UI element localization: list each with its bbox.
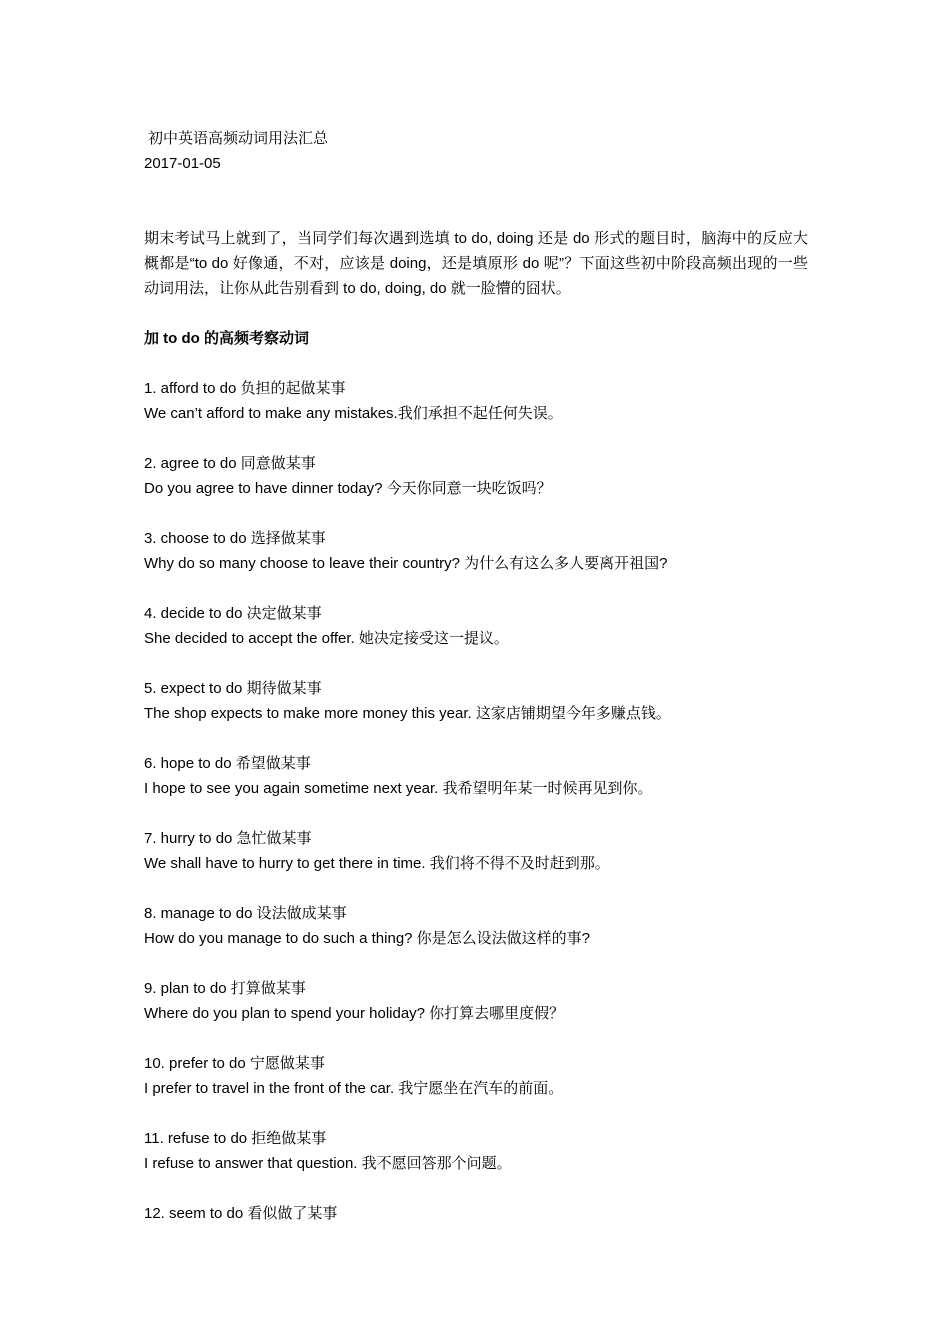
spacer — [144, 801, 808, 826]
verb-entry-head: 4. decide to do 决定做某事 — [144, 605, 322, 622]
spacer — [144, 726, 808, 751]
verb-entry — [144, 376, 808, 426]
verb-entry — [144, 901, 808, 951]
spacer — [144, 501, 808, 526]
verb-entry-example: We shall have to hurry to get there in time. 我们将不得不及时赶到那。 — [144, 855, 610, 872]
verb-entry-head: 6. hope to do 希望做某事 — [144, 755, 311, 772]
verb-entry-head: 11. refuse to do 拒绝做某事 — [144, 1130, 327, 1147]
spacer — [144, 351, 808, 376]
spacer — [144, 651, 808, 676]
spacer — [144, 576, 808, 601]
verb-entry-example: I refuse to answer that question. 我不愿回答那个问题。 — [144, 1155, 512, 1172]
verb-entry-example: I hope to see you again sometime next year. 我希望明年某一时候再见到你。 — [144, 780, 653, 797]
verb-entry-head: 7. hurry to do 急忙做某事 — [144, 830, 312, 847]
verb-entry — [144, 751, 808, 801]
spacer — [144, 951, 808, 976]
verb-entry-example: We can’t afford to make any mistakes.我们承担不起任何失误。 — [144, 405, 563, 422]
verb-entry-head: 10. prefer to do 宁愿做某事 — [144, 1055, 325, 1072]
spacer — [144, 1176, 808, 1201]
verb-entry-head: 9. plan to do 打算做某事 — [144, 980, 306, 997]
spacer — [144, 426, 808, 451]
verb-entry-example: I prefer to travel in the front of the car. 我宁愿坐在汽车的前面。 — [144, 1080, 564, 1097]
spacer — [144, 876, 808, 901]
spacer — [144, 176, 808, 226]
verb-entry-head: 8. manage to do 设法做成某事 — [144, 905, 347, 922]
verb-entry — [144, 1201, 808, 1226]
verb-entry — [144, 976, 808, 1026]
verb-entry-example: The shop expects to make more money this year. 这家店铺期望今年多赚点钱。 — [144, 705, 671, 722]
verb-entry-head: 2. agree to do 同意做某事 — [144, 455, 316, 472]
verb-entry — [144, 1126, 808, 1176]
verb-entry-example: Where do you plan to spend your holiday? 你打算去哪里度假？ — [144, 1005, 565, 1022]
verb-entry-example: She decided to accept the offer. 她决定接受这一提议。 — [144, 630, 509, 647]
verb-entry — [144, 451, 808, 501]
verb-entry-example: Why do so many choose to leave their country? 为什么有这么多人要离开祖国? — [144, 555, 668, 572]
verb-entry — [144, 601, 808, 651]
verb-entry-head: 12. seem to do 看似做了某事 — [144, 1205, 338, 1222]
verb-entry — [144, 526, 808, 576]
document-date: 2017-01-05 — [144, 155, 221, 172]
intro-paragraph: 期末考试马上就到了，当同学们每次遇到选填 to do, doing 还是 do 形式的题目时，脑海中的反应大概都是“to do 好像通，不对，应该是 doing，还是填原形 do 呢”？下面这些初中阶段高频出现的一些动词用法，让你从此告别看到 to do, doing, do 就一脸懵的囧状。 — [144, 230, 808, 297]
spacer — [144, 1026, 808, 1051]
verb-entry — [144, 676, 808, 726]
verb-entry-head: 1. afford to do 负担的起做某事 — [144, 380, 346, 397]
verb-entry — [144, 1051, 808, 1101]
verb-entry-head: 3. choose to do 选择做某事 — [144, 530, 326, 547]
document-body — [144, 126, 808, 1226]
spacer — [144, 1101, 808, 1126]
verb-entry — [144, 826, 808, 876]
spacer — [144, 301, 808, 326]
document-title: 初中英语高频动词用法汇总 — [148, 130, 329, 147]
verb-entry-example: How do you manage to do such a thing? 你是怎么设法做这样的事? — [144, 930, 591, 947]
verb-entry-head: 5. expect to do 期待做某事 — [144, 680, 322, 697]
verb-entry-example: Do you agree to have dinner today? 今天你同意一块吃饭吗？ — [144, 480, 552, 497]
section-heading: 加 to do 的高频考察动词 — [144, 330, 309, 347]
